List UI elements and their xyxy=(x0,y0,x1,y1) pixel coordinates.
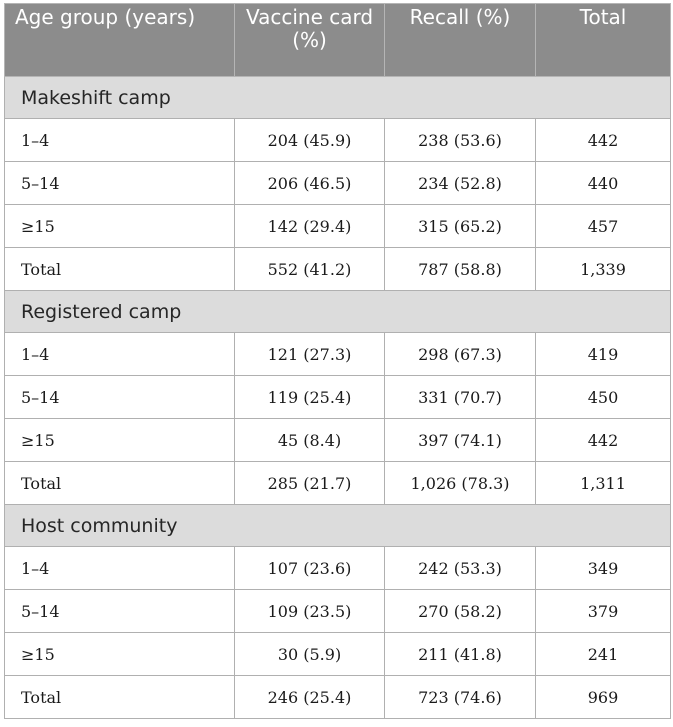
recall-cell: 298 (67.3) xyxy=(385,333,536,376)
table-row-total xyxy=(5,676,671,719)
section-title: Registered camp xyxy=(5,291,671,333)
age-cell: 5–14 xyxy=(5,376,235,419)
vaccine-card-cell: 285 (21.7) xyxy=(235,462,385,505)
age-cell: ≥15 xyxy=(5,633,235,676)
vaccine-card-cell: 30 (5.9) xyxy=(235,633,385,676)
vaccine-card-cell: 45 (8.4) xyxy=(235,419,385,462)
vaccine-card-cell: 206 (46.5) xyxy=(235,162,385,205)
table-row-total xyxy=(5,462,671,505)
section-title: Makeshift camp xyxy=(5,77,671,119)
vaccine-card-cell: 204 (45.9) xyxy=(235,119,385,162)
total-cell: 1,311 xyxy=(536,462,671,505)
table-row xyxy=(5,333,671,376)
age-cell: 5–14 xyxy=(5,162,235,205)
table-row xyxy=(5,547,671,590)
age-cell: ≥15 xyxy=(5,205,235,248)
age-cell: 1–4 xyxy=(5,119,235,162)
vaccination-data-table xyxy=(4,3,671,719)
age-cell: Total xyxy=(5,462,235,505)
total-cell: 440 xyxy=(536,162,671,205)
total-cell: 442 xyxy=(536,419,671,462)
table-row xyxy=(5,119,671,162)
age-cell: Total xyxy=(5,676,235,719)
total-cell: 442 xyxy=(536,119,671,162)
total-cell: 969 xyxy=(536,676,671,719)
vaccine-card-cell: 142 (29.4) xyxy=(235,205,385,248)
total-cell: 241 xyxy=(536,633,671,676)
table-row xyxy=(5,419,671,462)
total-cell: 379 xyxy=(536,590,671,633)
column-header-vaccine-card: Vaccine card (%) xyxy=(235,4,385,77)
vaccine-card-cell: 121 (27.3) xyxy=(235,333,385,376)
vaccine-card-cell: 109 (23.5) xyxy=(235,590,385,633)
age-cell: 5–14 xyxy=(5,590,235,633)
section-row-host-community xyxy=(5,505,671,547)
column-header-total: Total xyxy=(536,4,671,77)
table-row-total xyxy=(5,248,671,291)
recall-cell: 1,026 (78.3) xyxy=(385,462,536,505)
recall-cell: 315 (65.2) xyxy=(385,205,536,248)
vaccine-card-cell: 107 (23.6) xyxy=(235,547,385,590)
total-cell: 349 xyxy=(536,547,671,590)
recall-cell: 723 (74.6) xyxy=(385,676,536,719)
table-row xyxy=(5,162,671,205)
table-row xyxy=(5,633,671,676)
total-cell: 457 xyxy=(536,205,671,248)
table-row xyxy=(5,376,671,419)
vaccine-card-cell: 119 (25.4) xyxy=(235,376,385,419)
section-row-registered-camp xyxy=(5,291,671,333)
age-cell: 1–4 xyxy=(5,547,235,590)
recall-cell: 270 (58.2) xyxy=(385,590,536,633)
age-cell: ≥15 xyxy=(5,419,235,462)
vaccine-card-cell: 246 (25.4) xyxy=(235,676,385,719)
header-row xyxy=(5,4,671,77)
table-header xyxy=(5,4,671,77)
table-body xyxy=(5,77,671,719)
total-cell: 419 xyxy=(536,333,671,376)
recall-cell: 234 (52.8) xyxy=(385,162,536,205)
table-row xyxy=(5,205,671,248)
recall-cell: 397 (74.1) xyxy=(385,419,536,462)
section-row-makeshift-camp xyxy=(5,77,671,119)
total-cell: 450 xyxy=(536,376,671,419)
table-row xyxy=(5,590,671,633)
column-header-age-group: Age group (years) xyxy=(5,4,235,77)
recall-cell: 238 (53.6) xyxy=(385,119,536,162)
vaccine-card-cell: 552 (41.2) xyxy=(235,248,385,291)
recall-cell: 211 (41.8) xyxy=(385,633,536,676)
total-cell: 1,339 xyxy=(536,248,671,291)
column-header-recall: Recall (%) xyxy=(385,4,536,77)
recall-cell: 242 (53.3) xyxy=(385,547,536,590)
section-title: Host community xyxy=(5,505,671,547)
age-cell: Total xyxy=(5,248,235,291)
recall-cell: 331 (70.7) xyxy=(385,376,536,419)
recall-cell: 787 (58.8) xyxy=(385,248,536,291)
age-cell: 1–4 xyxy=(5,333,235,376)
